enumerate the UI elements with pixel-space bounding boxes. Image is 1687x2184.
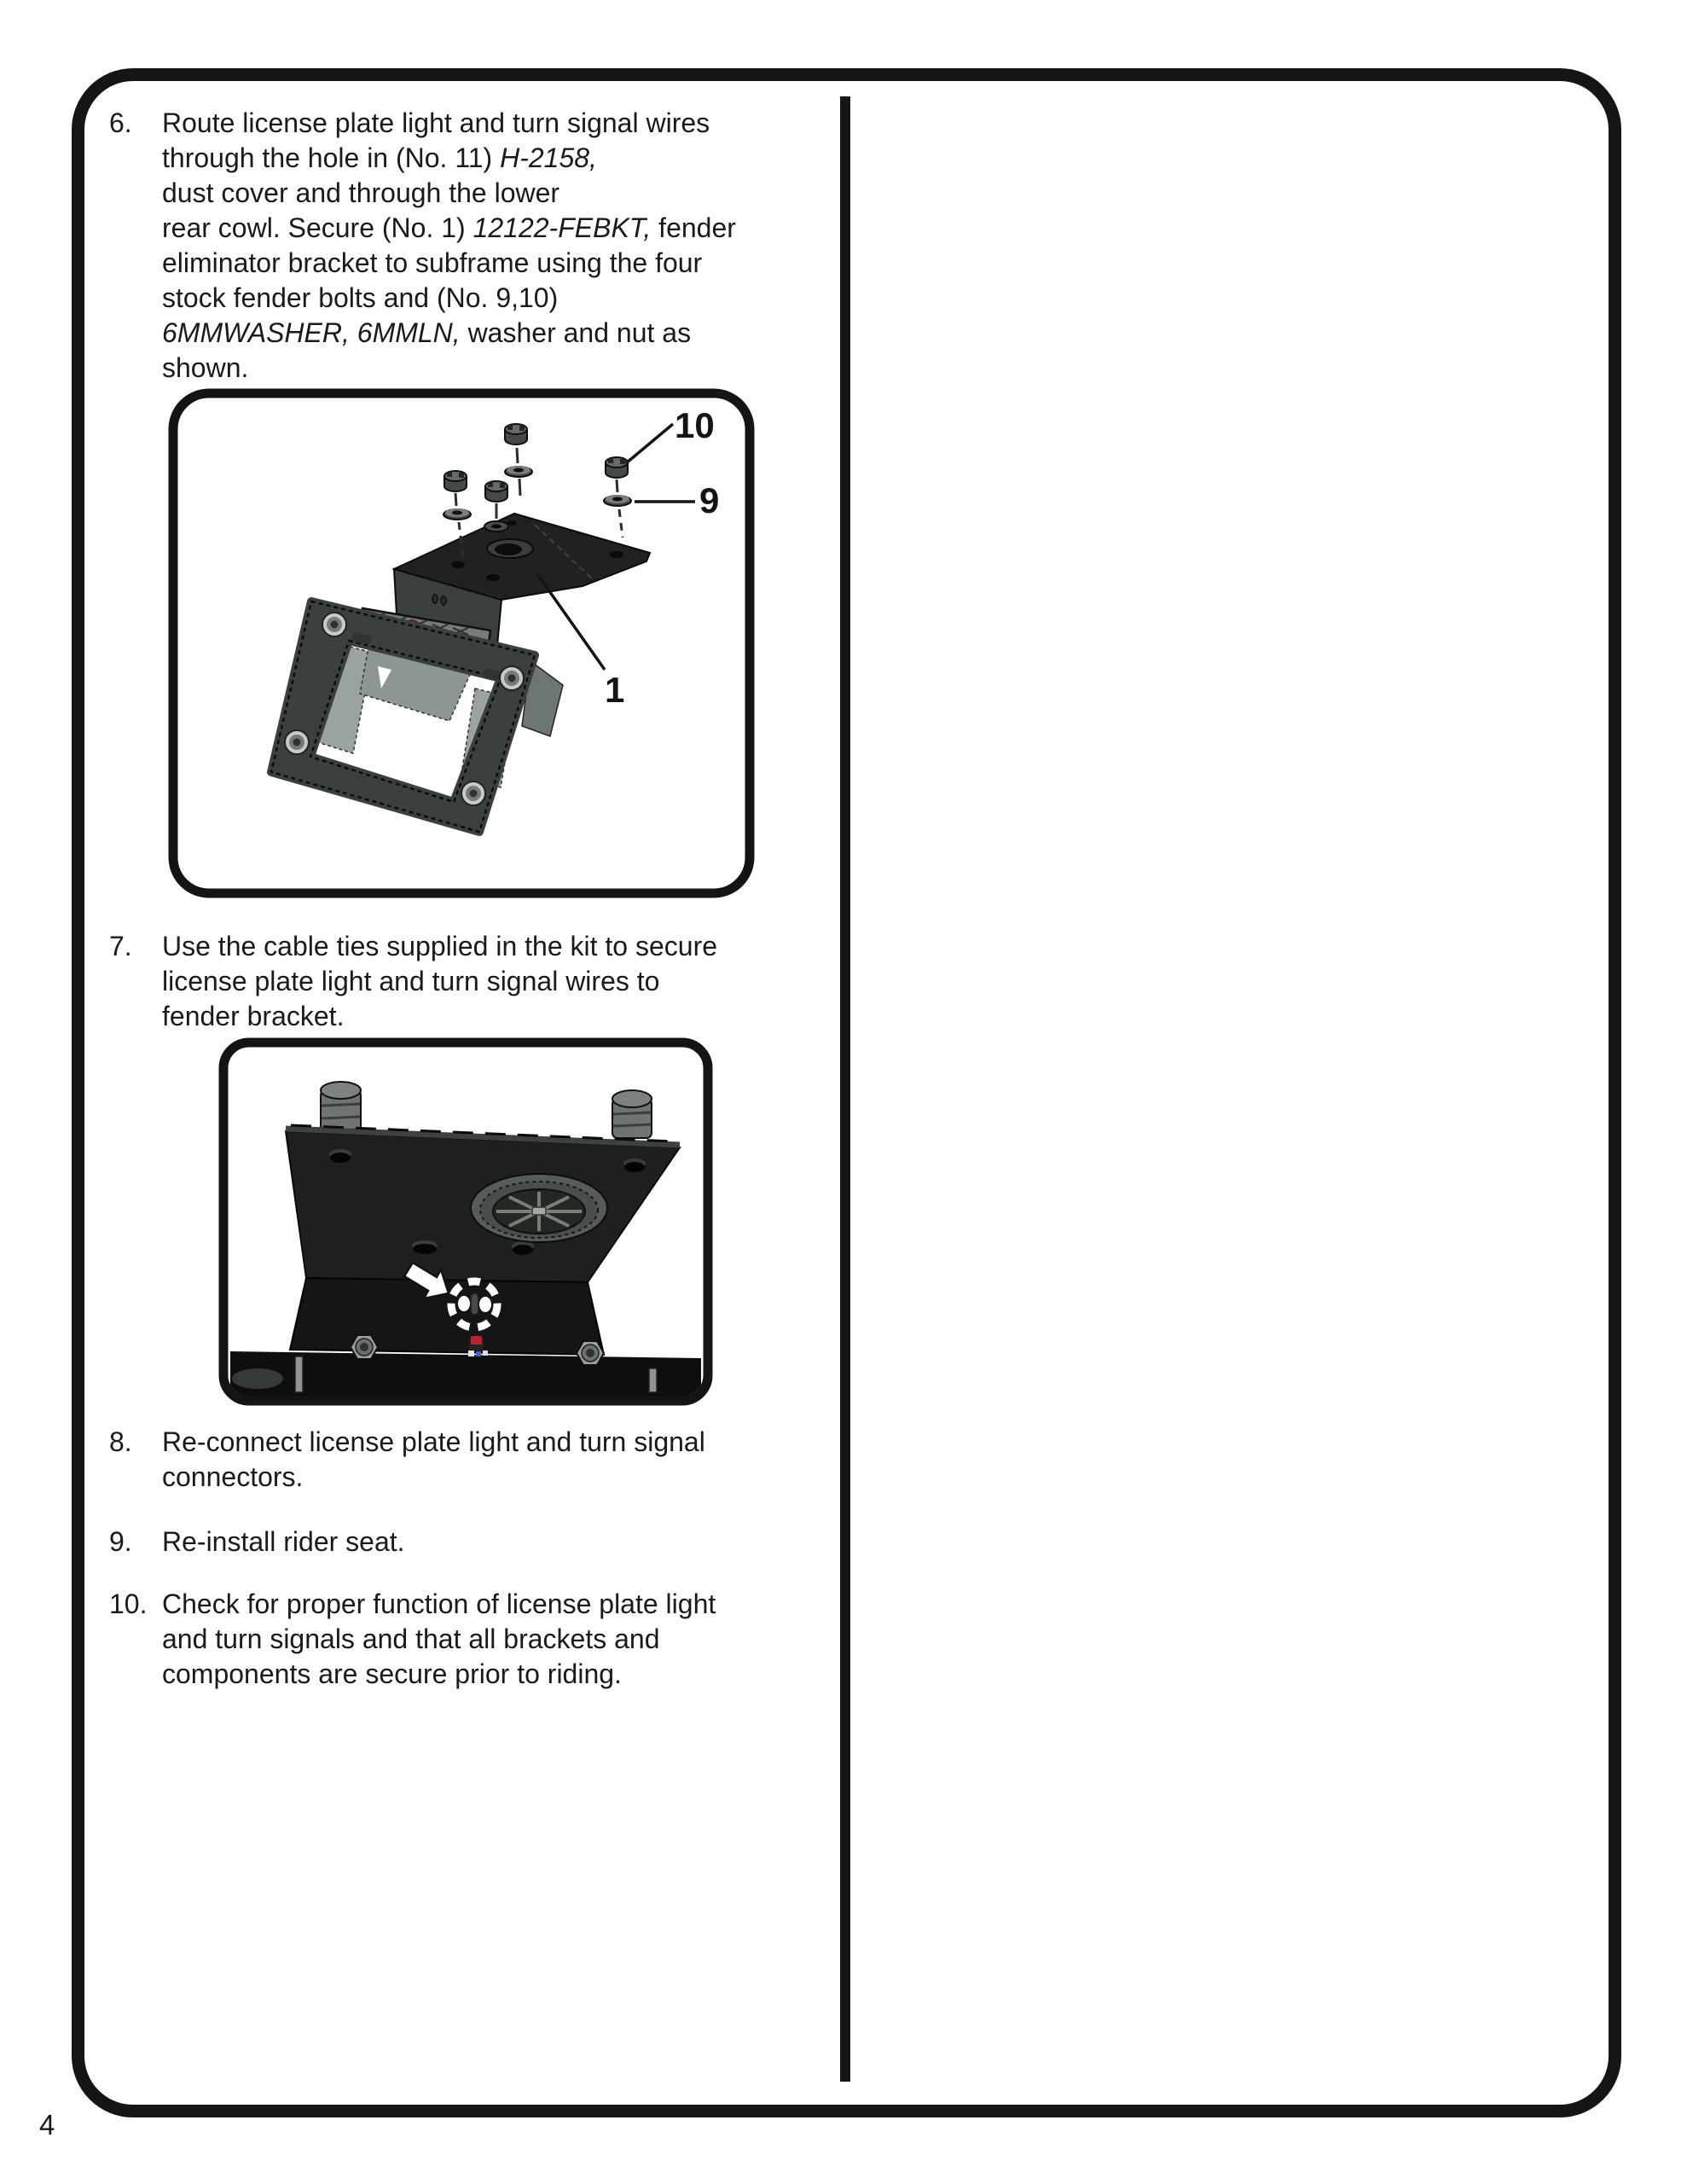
flange-nut (444, 471, 467, 491)
mount-cylinder-left (321, 1082, 361, 1131)
page-number: 4 (39, 2109, 55, 2140)
step-6 (109, 106, 736, 386)
step-9-number: 9. (109, 1526, 132, 1557)
flange-nut (606, 457, 628, 478)
mount-pin-right (649, 1368, 657, 1392)
flange-nut (505, 424, 527, 444)
mount-pin-left (295, 1356, 303, 1392)
step-6-number: 6. (109, 107, 132, 138)
callout-label-1: 1 (605, 670, 625, 710)
step-10-text: Check for proper function of license plate light and turn signals and that all brackets and components are secure prior to riding. (162, 1589, 716, 1689)
step-7-text: Use the cable ties supplied in the kit to secure license plate light and turn signal wires to fender bracket. (162, 931, 718, 1031)
step-8-text: Re-connect license plate light and turn signal connectors. (162, 1426, 705, 1492)
step-9 (109, 1525, 405, 1560)
flange-nut (485, 481, 507, 502)
washer (604, 495, 631, 506)
column-divider (840, 96, 850, 2082)
figure-fender-underside (218, 1037, 713, 1406)
callout-label-10: 10 (675, 405, 715, 445)
step-8-number: 8. (109, 1426, 132, 1457)
callout-label-9: 9 (699, 480, 720, 520)
washer (443, 508, 471, 520)
step-7-number: 7. (109, 931, 132, 961)
washer (505, 466, 532, 477)
step-7 (109, 929, 717, 1034)
step-8 (109, 1425, 705, 1495)
figure-bracket-exploded (168, 388, 755, 898)
mount-cylinder-right (612, 1090, 652, 1138)
step-10 (109, 1587, 716, 1692)
step-10-number: 10. (109, 1589, 148, 1619)
hex-bolt-left (351, 1335, 378, 1359)
step-6-text: Route license plate light and turn signal wires through the hole in (No. 11) H-2158, dust cover and through the lower rear cowl. Secure (No. 1) 12122-FEBKT, fender eliminator bracket to subframe using the four stock fender bolts and (No. 9,10) 6MMWASHER, 6MMLN, washer and nut as shown. (162, 107, 736, 383)
wheel-hub-disc (471, 1174, 607, 1242)
step-9-text: Re-install rider seat. (162, 1526, 405, 1557)
hex-bolt-right (577, 1341, 604, 1365)
